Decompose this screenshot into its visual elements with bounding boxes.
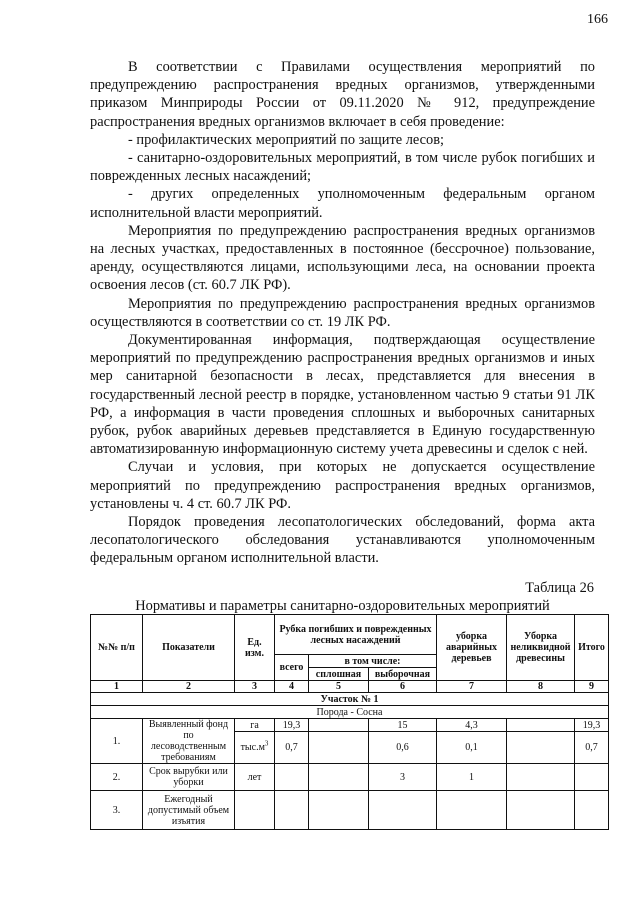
col-number: 6 <box>369 681 437 693</box>
header-num: №№ п/п <box>91 615 143 681</box>
col-number: 8 <box>507 681 575 693</box>
cell <box>309 764 369 791</box>
col-number: 9 <box>575 681 609 693</box>
cell: 19,3 <box>575 719 609 732</box>
cell: 4,3 <box>437 719 507 732</box>
cell: 0,7 <box>575 732 609 764</box>
section-title: Участок № 1 <box>91 693 609 706</box>
cell <box>309 791 369 830</box>
paragraph: В соответствии с Правилами осуществления мероприятий по предупреждению распространения вредных организмов, утвержденными приказом Минприроды России от 09.11.2020 № 912, предупреждение распространения вредных организмов включает в себя проведение: <box>90 59 595 130</box>
cell <box>437 791 507 830</box>
body-text <box>90 58 595 568</box>
header-clear: сплошная <box>309 668 369 681</box>
row-unit <box>235 791 275 830</box>
table-row <box>91 764 609 791</box>
header-total: Итого <box>575 615 609 681</box>
paragraph: - профилактических мероприятий по защите лесов; <box>128 131 445 148</box>
table-row <box>91 719 609 732</box>
cell: 1 <box>437 764 507 791</box>
col-number: 5 <box>309 681 369 693</box>
paragraph: Документированная информация, подтверждающая осуществление мероприятий по предупреждению распространения вредных организмов и иных мер санитарной безопасности в лесах, представляется для внесения в государственный лесной реестр в порядке, установленном частью 9 статьи 91 ЛК РФ, а информация в части проведения сплошных и выборочных санитарных рубок, рубок аварийных деревьев представляется в Единую государственную автоматизированную информационную систему учета древесины и сделок с ней. <box>90 332 595 458</box>
col-number: 1 <box>91 681 143 693</box>
cell: 15 <box>369 719 437 732</box>
cell <box>369 791 437 830</box>
row-indicator: Выявленный фонд по лесоводственным требованиям <box>143 719 235 764</box>
col-number: 4 <box>275 681 309 693</box>
cell <box>309 719 369 732</box>
paragraph: Случаи и условия, при которых не допускается осуществление мероприятий по предупреждению распространения вредных организмов, установлены ч. 4 ст. 60.7 ЛК РФ. <box>90 459 595 512</box>
cell <box>507 764 575 791</box>
col-number: 3 <box>235 681 275 693</box>
paragraph: Мероприятия по предупреждению распространения вредных организмов на лесных участках, предоставленных в постоянное (бессрочное) пользование, аренду, осуществляются лицами, использующими леса, на основании проекта освоения лесов (ст. 60.7 ЛК РФ). <box>90 222 595 294</box>
row-num: 1. <box>91 719 143 764</box>
cell: 19,3 <box>275 719 309 732</box>
cell <box>575 764 609 791</box>
cell: 3 <box>369 764 437 791</box>
cell <box>507 732 575 764</box>
header-emergency: уборка аварийных деревьев <box>437 615 507 681</box>
unit-superscript: 3 <box>264 739 269 748</box>
cell <box>507 719 575 732</box>
cell <box>275 764 309 791</box>
page-number: 166 <box>587 12 608 27</box>
paragraph: - других определенных уполномоченным федеральным органом исполнительной власти мероприятий. <box>90 186 595 221</box>
cell <box>275 791 309 830</box>
table-label: Таблица 26 <box>525 580 594 596</box>
unit-text: тыс.м <box>240 742 265 754</box>
norms-table <box>90 614 609 830</box>
row-unit: га <box>235 719 275 732</box>
paragraph: Порядок проведения лесопатологических обследований, форма акта лесопатологического обследования устанавливаются уполномоченным федеральным органом исполнительной власти. <box>90 514 595 567</box>
table-row <box>91 791 609 830</box>
row-indicator: Срок вырубки или уборки <box>143 764 235 791</box>
cell: 0,6 <box>369 732 437 764</box>
breed-title: Порода - Сосна <box>91 706 609 719</box>
header-total-felling: всего <box>275 655 309 681</box>
cell: 0,1 <box>437 732 507 764</box>
row-unit <box>235 732 275 764</box>
header-nonliquid: Уборка неликвидной древесины <box>507 615 575 681</box>
col-number: 7 <box>437 681 507 693</box>
header-unit: Ед. изм. <box>235 615 275 681</box>
header-felling: Рубка погибших и поврежденных лесных насаждений <box>275 615 437 655</box>
row-num: 2. <box>91 764 143 791</box>
cell <box>575 791 609 830</box>
paragraph: - санитарно-оздоровительных мероприятий, в том числе рубок погибших и поврежденных лесных насаждений; <box>90 150 595 185</box>
paragraph: Мероприятия по предупреждению распространения вредных организмов осуществляются в соответствии со ст. 19 ЛК РФ. <box>90 295 595 330</box>
header-selective: выборочная <box>369 668 437 681</box>
cell <box>507 791 575 830</box>
cell: 0,7 <box>275 732 309 764</box>
col-number: 2 <box>143 681 235 693</box>
table-title: Нормативы и параметры санитарно-оздоровительных мероприятий <box>135 598 550 614</box>
header-including: в том числе: <box>309 655 437 668</box>
row-indicator: Ежегодный допустимый объем изъятия <box>143 791 235 830</box>
row-unit: лет <box>235 764 275 791</box>
row-num: 3. <box>91 791 143 830</box>
header-indicator: Показатели <box>143 615 235 681</box>
cell <box>309 732 369 764</box>
